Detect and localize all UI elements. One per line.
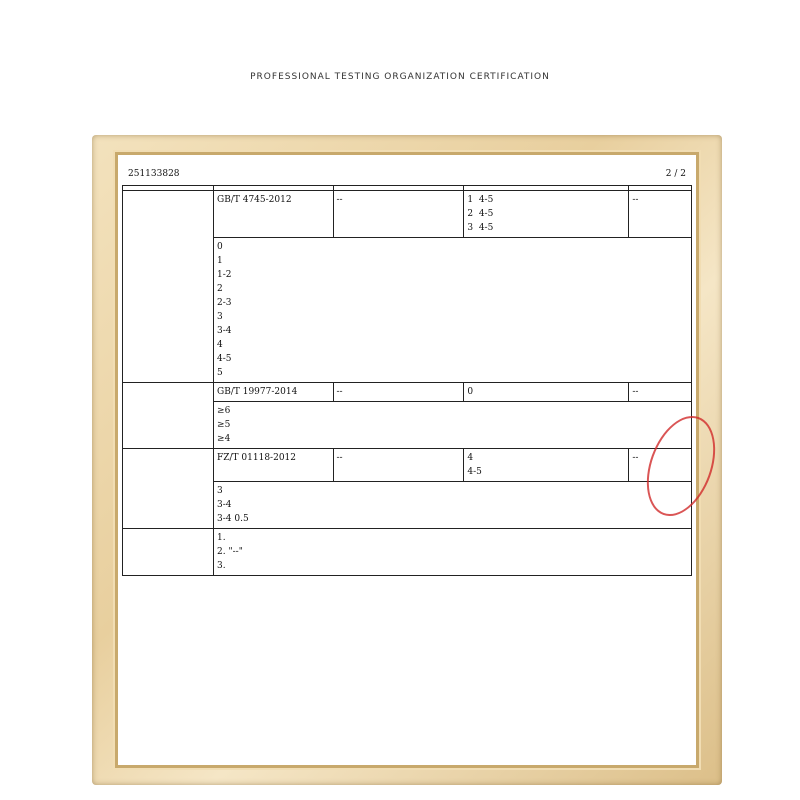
table-row	[123, 449, 692, 482]
report-meta	[128, 169, 686, 179]
notes-cell: 3 3-4 3-4 0.5	[214, 482, 692, 529]
report-table	[122, 185, 692, 576]
method-cell: FZ/T 01118-2012	[214, 449, 333, 482]
judgement-cell: --	[629, 383, 692, 402]
item-cell	[123, 383, 214, 449]
frame-inner	[118, 155, 696, 765]
method-cell: GB/T 19977-2014	[214, 383, 333, 402]
notes-cell: ≥6 ≥5 ≥4	[214, 402, 692, 449]
result-cell: 0	[464, 383, 629, 402]
judgement-cell: --	[629, 191, 692, 238]
test-report	[122, 159, 692, 765]
report-number: 251133828	[128, 169, 180, 179]
result-cell: 4 4-5	[464, 449, 629, 482]
table-row	[123, 191, 692, 238]
remarks-cell: 1. 2. "--" 3.	[214, 529, 692, 576]
notes-cell: 0 1 1-2 2 2-3 3 3-4 4 4-5 5	[214, 238, 692, 383]
table-row	[123, 383, 692, 402]
requirement-cell: --	[333, 191, 464, 238]
requirement-cell: --	[333, 449, 464, 482]
requirement-cell: --	[333, 383, 464, 402]
judgement-cell: --	[629, 449, 692, 482]
remarks-row	[123, 529, 692, 576]
gold-frame	[92, 135, 722, 785]
remarks-label	[123, 529, 214, 576]
method-cell: GB/T 4745-2012	[214, 191, 333, 238]
item-cell	[123, 449, 214, 529]
page-indicator: 2 / 2	[665, 169, 686, 179]
item-cell	[123, 191, 214, 383]
result-cell: 1 4-5 2 4-5 3 4-5	[464, 191, 629, 238]
subline: PROFESSIONAL TESTING ORGANIZATION CERTIFICATION	[250, 72, 550, 82]
